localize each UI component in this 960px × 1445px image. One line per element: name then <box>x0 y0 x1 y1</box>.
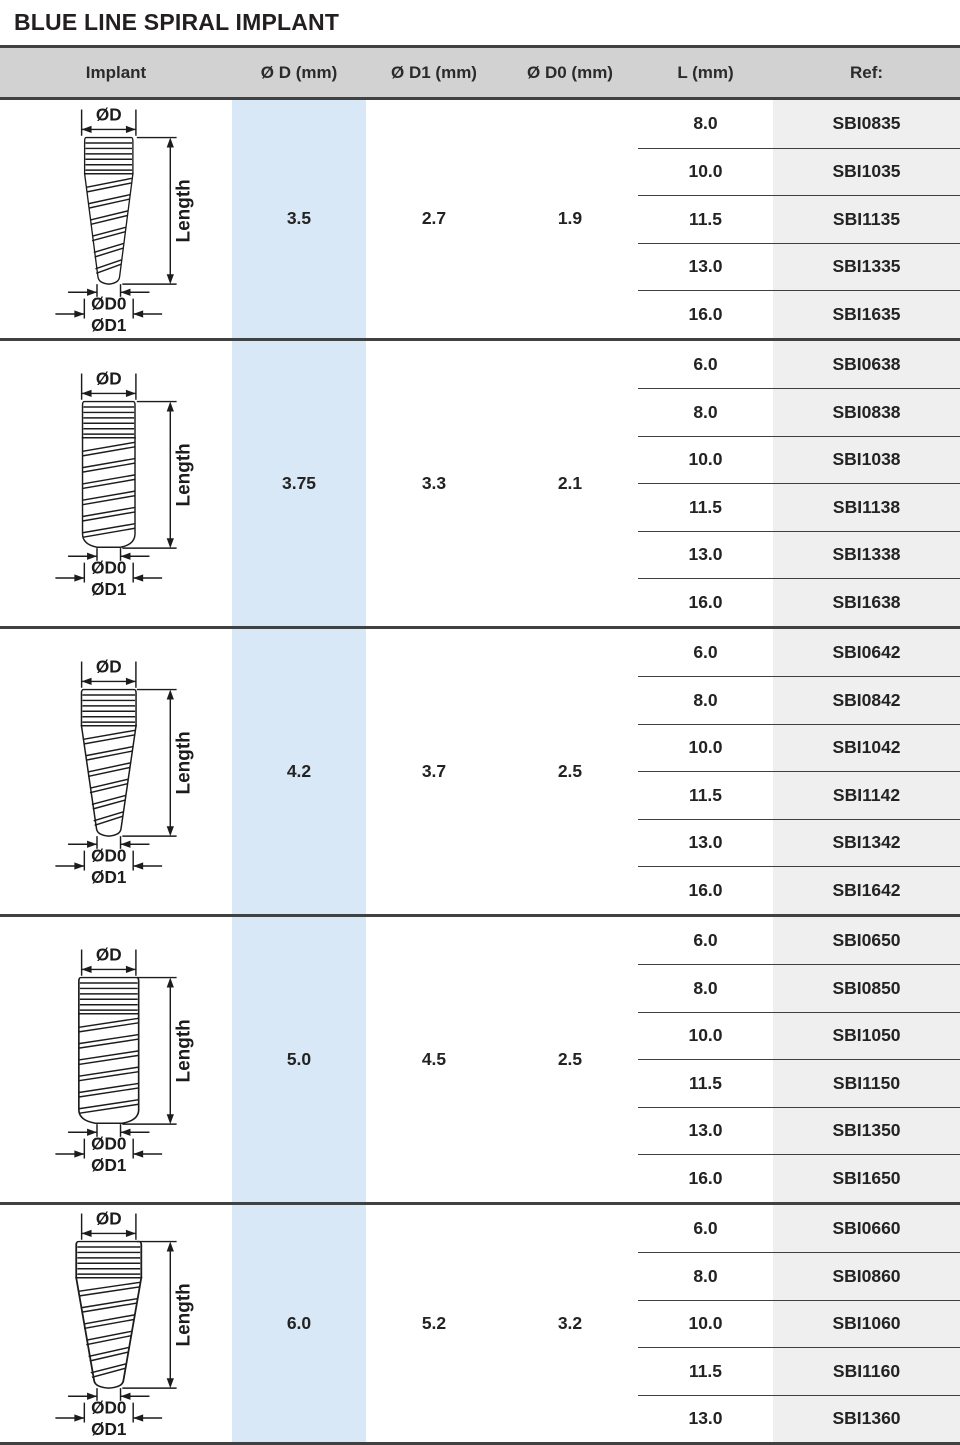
d-value: 3.5 <box>232 100 366 338</box>
length-value: 10.0 <box>688 1025 723 1046</box>
implant-figure <box>0 341 232 626</box>
implant-group-6-0 <box>0 1202 960 1443</box>
length-value: 8.0 <box>693 113 718 134</box>
length-value: 11.5 <box>688 496 723 517</box>
d0-value: 2.5 <box>557 1048 583 1069</box>
diagram-label-d: ØD <box>95 657 122 677</box>
implant-figure <box>0 1205 232 1443</box>
ref-value: SBI1160 <box>773 1348 960 1395</box>
diagram-label-d1: ØD1 <box>91 314 127 333</box>
implant-group-4-2 <box>0 626 960 914</box>
implant-group-5-0 <box>0 914 960 1202</box>
length-value: 16.0 <box>688 879 723 900</box>
d1-value: 3.7 <box>421 760 447 781</box>
table-row <box>638 100 960 148</box>
ref-value: SBI1038 <box>773 437 960 484</box>
table-row <box>638 388 960 436</box>
column-header-d: Ø D (mm) <box>260 62 338 82</box>
table-row <box>638 578 960 626</box>
d-value: 4.2 <box>232 629 366 914</box>
table-row <box>638 243 960 291</box>
diagram-label-d: ØD <box>95 1209 122 1229</box>
implant-body <box>81 690 136 837</box>
table-row <box>638 531 960 579</box>
column-header-ref: Ref: <box>849 62 884 82</box>
diagram-label-d0: ØD0 <box>91 557 127 578</box>
length-value: 11.5 <box>688 784 723 805</box>
d0-value: 2.5 <box>557 760 583 781</box>
length-value: 10.0 <box>688 161 723 182</box>
table-row <box>638 483 960 531</box>
implant-diagram <box>21 105 211 333</box>
length-value: 10.0 <box>688 1313 723 1334</box>
ref-value: SBI1042 <box>773 725 960 772</box>
column-header-d1: Ø D1 (mm) <box>391 62 477 82</box>
length-value: 11.5 <box>688 1072 723 1093</box>
d0-value: 2.1 <box>557 472 583 493</box>
diagram-label-d0: ØD0 <box>91 1133 127 1154</box>
implant-body <box>85 137 133 284</box>
ref-value: SBI1342 <box>773 820 960 867</box>
diagram-label-d: ØD <box>95 945 122 965</box>
length-value: 13.0 <box>688 1120 723 1141</box>
ref-value: SBI1142 <box>773 772 960 819</box>
length-value: 10.0 <box>688 449 723 470</box>
d-value: 6.0 <box>232 1205 366 1443</box>
table-row <box>638 866 960 914</box>
table-row <box>638 1107 960 1155</box>
length-value: 11.5 <box>688 208 723 229</box>
diagram-label-d1: ØD1 <box>91 1419 127 1438</box>
ref-value: SBI1050 <box>773 1013 960 1060</box>
implant-figure <box>0 100 232 338</box>
implant-diagram <box>21 657 211 885</box>
implant-body <box>83 402 135 548</box>
length-value: 6.0 <box>693 929 718 950</box>
length-value: 13.0 <box>688 832 723 853</box>
length-value: 16.0 <box>688 303 723 324</box>
table-row <box>638 1012 960 1060</box>
length-value: 13.0 <box>688 544 723 565</box>
diagram-label-length: Length <box>173 443 195 507</box>
table-row <box>638 1205 960 1253</box>
length-ref-rows <box>638 341 960 626</box>
table-row <box>638 1347 960 1395</box>
ref-value: SBI1135 <box>773 196 960 243</box>
table-row <box>638 964 960 1012</box>
column-header-implant: Implant <box>85 62 147 82</box>
ref-value: SBI1350 <box>773 1108 960 1155</box>
diagram-label-length: Length <box>173 1019 195 1083</box>
length-value: 16.0 <box>688 1167 723 1188</box>
table-row <box>638 724 960 772</box>
length-value: 6.0 <box>693 1217 718 1238</box>
table-row <box>638 771 960 819</box>
d-value: 3.75 <box>232 341 366 626</box>
implant-figure <box>0 917 232 1202</box>
ref-value: SBI0642 <box>773 629 960 677</box>
d0-value: 1.9 <box>557 208 583 229</box>
ref-value: SBI1150 <box>773 1060 960 1107</box>
ref-value: SBI1635 <box>773 291 960 338</box>
diagram-label-d0: ØD0 <box>91 1397 127 1418</box>
length-value: 16.0 <box>688 591 723 612</box>
table-header-row <box>0 48 960 100</box>
ref-value: SBI1138 <box>773 484 960 531</box>
length-value: 10.0 <box>688 737 723 758</box>
ref-value: SBI1360 <box>773 1396 960 1443</box>
table-row <box>638 1300 960 1348</box>
ref-value: SBI0850 <box>773 965 960 1012</box>
ref-value: SBI0842 <box>773 677 960 724</box>
column-header-d0: Ø D0 (mm) <box>527 62 613 82</box>
ref-value: SBI1035 <box>773 149 960 196</box>
diagram-label-length: Length <box>173 1283 195 1347</box>
d1-value: 5.2 <box>421 1312 447 1333</box>
d1-value: 3.3 <box>421 472 447 493</box>
diagram-label-d: ØD <box>95 369 122 389</box>
implant-figure <box>0 629 232 914</box>
table-row <box>638 1252 960 1300</box>
table-row <box>638 1395 960 1443</box>
table-row <box>638 1059 960 1107</box>
diagram-label-d1: ØD1 <box>91 867 127 885</box>
diagram-label-d: ØD <box>95 104 122 125</box>
table-row <box>638 917 960 965</box>
length-value: 13.0 <box>688 1408 723 1429</box>
ref-value: SBI1335 <box>773 244 960 291</box>
diagram-label-length: Length <box>173 731 195 795</box>
ref-value: SBI0838 <box>773 389 960 436</box>
page-title: BLUE LINE SPIRAL IMPLANT <box>14 9 340 35</box>
column-header-l: L (mm) <box>677 62 734 82</box>
diagram-label-d0: ØD0 <box>91 293 127 314</box>
diagram-label-d1: ØD1 <box>91 1155 127 1173</box>
ref-value: SBI1060 <box>773 1301 960 1348</box>
table-row <box>638 819 960 867</box>
d1-value: 4.5 <box>421 1048 447 1069</box>
length-value: 8.0 <box>693 401 718 422</box>
d1-value: 2.7 <box>421 208 447 229</box>
length-value: 8.0 <box>693 977 718 998</box>
implant-group-3-75 <box>0 338 960 626</box>
length-ref-rows <box>638 629 960 914</box>
ref-value: SBI1338 <box>773 532 960 579</box>
implant-body <box>76 1242 141 1389</box>
ref-value: SBI0860 <box>773 1253 960 1300</box>
length-value: 11.5 <box>688 1360 723 1381</box>
length-value: 13.0 <box>688 256 723 277</box>
length-value: 6.0 <box>693 641 718 662</box>
implant-body <box>79 978 139 1124</box>
diagram-label-d0: ØD0 <box>91 845 127 866</box>
d-value: 5.0 <box>232 917 366 1202</box>
table-row <box>638 629 960 677</box>
length-value: 8.0 <box>693 689 718 710</box>
table-row <box>638 195 960 243</box>
ref-value: SBI1650 <box>773 1155 960 1202</box>
implant-group-3-5 <box>0 100 960 338</box>
ref-value: SBI0650 <box>773 917 960 965</box>
table-row <box>638 290 960 338</box>
ref-value: SBI0835 <box>773 100 960 148</box>
ref-value: SBI0638 <box>773 341 960 389</box>
implant-diagram <box>21 945 211 1173</box>
table-row <box>638 1154 960 1202</box>
ref-value: SBI1642 <box>773 867 960 914</box>
ref-value: SBI1638 <box>773 579 960 626</box>
implant-diagram <box>21 369 211 597</box>
length-ref-rows <box>638 100 960 338</box>
implant-diagram <box>21 1209 211 1437</box>
diagram-label-length: Length <box>173 178 195 243</box>
table-row <box>638 341 960 389</box>
d0-value: 3.2 <box>557 1312 583 1333</box>
length-ref-rows <box>638 917 960 1202</box>
table-row <box>638 676 960 724</box>
implant-spec-table <box>0 45 960 1445</box>
table-row <box>638 436 960 484</box>
length-value: 8.0 <box>693 1265 718 1286</box>
length-ref-rows <box>638 1205 960 1443</box>
diagram-label-d1: ØD1 <box>91 579 127 597</box>
length-value: 6.0 <box>693 353 718 374</box>
ref-value: SBI0660 <box>773 1205 960 1253</box>
table-row <box>638 148 960 196</box>
